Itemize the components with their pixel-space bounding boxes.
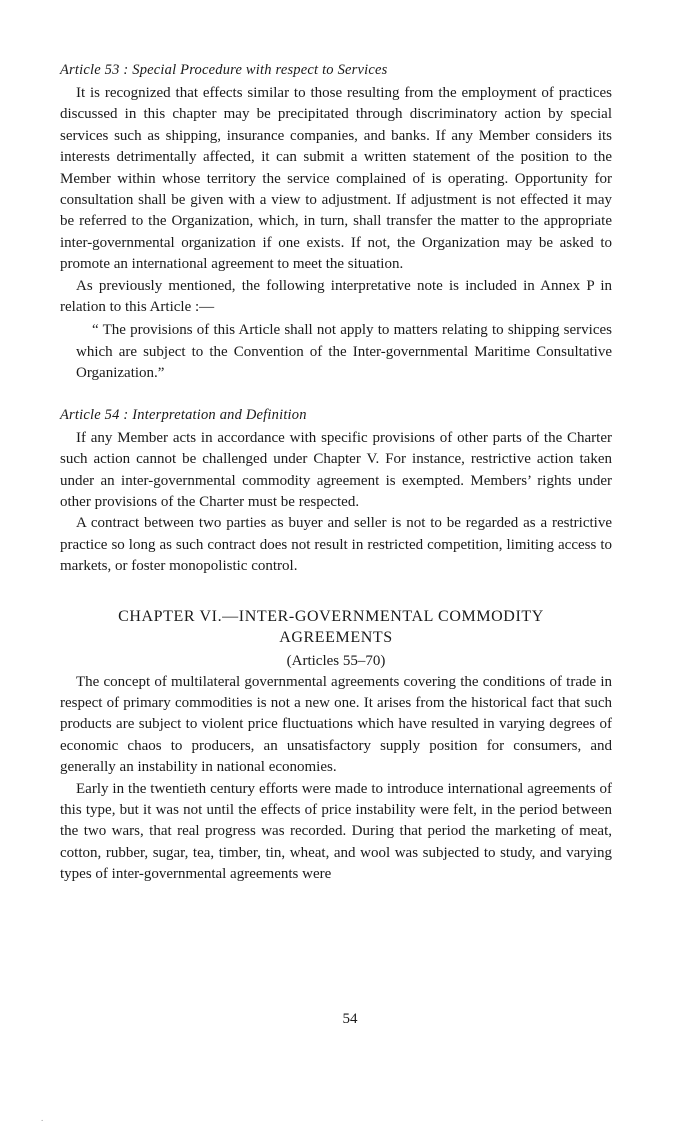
article-54-heading: Article 54 : Interpretation and Definition <box>60 406 307 423</box>
chapter-6-paragraph-1: The concept of multilateral governmental agreements covering the conditions of trade in respect of primary commodities is not a new one. It arises from the historical fact that such products are subject to violent price fluctuations which have resulted in varying degrees of economic chaos to producers, an unsatisfactory supply position for consumers, and generally an instability in national economies. <box>60 673 612 776</box>
chapter-title-line-2: AGREEMENTS <box>279 629 393 647</box>
interpretative-note-quote: “ The provisions of this Article shall not apply to matters relating to shipping services which are subject to the Convention of the Inter-governmental Maritime Consultative Organization.” <box>76 322 612 382</box>
chapter-6-paragraph-2: Early in the twentieth century efforts were made to introduce international agreements of this type, but it was not until the effects of price instability were felt, in the period between the two wars, that real progress was recorded. During that period the marketing of meat, cotton, rubber, sugar, tea, timber, tin, wheat, and wool was subjected to study, and varying types of inter-governmental agreements were <box>60 780 612 883</box>
scan-mark: . <box>41 1113 44 1123</box>
chapter-title <box>60 606 612 649</box>
article-54-paragraph-2: A contract between two parties as buyer and seller is not to be regarded as a restrictive practice so long as such contract does not result in restricted competition, limiting access to markets, or foster monopolistic control. <box>60 515 612 575</box>
chapter-subtitle: (Articles 55–70) <box>286 652 386 669</box>
chapter-title-line-1: CHAPTER VI.—INTER-GOVERNMENTAL COMMODITY <box>118 607 544 625</box>
article-54-paragraph-1: If any Member acts in accordance with specific provisions of other parts of the Charter such action cannot be challenged under Chapter V. For instance, restrictive action taken under an inter-governmental commodity agreement is exempted. Members’ rights under other provisions of the Charter must be respected. <box>60 429 612 510</box>
article-53-paragraph-1: It is recognized that effects similar to those resulting from the employment of practices discussed in this chapter may be precipitated through discriminatory action by special services such as shipping, insurance companies, and banks. If any Member considers its interests detrimentally affected, it can submit a written statement of the position to the Member within whose territory the service complained of is operating. Opportunity for consultation shall be given with a view to adjustment. If adjustment is not effected it may be referred to the Organization, which, in turn, shall transfer the matter to the appropriate inter-governmental organization if one exists. If not, the Organization may be asked to promote an international agreement to meet the situation. <box>60 85 612 273</box>
page-number: 54 <box>342 1011 358 1027</box>
page-body <box>60 60 612 886</box>
article-53-heading: Article 53 : Special Procedure with respect to Services <box>60 62 388 78</box>
article-53-paragraph-2: As previously mentioned, the following interpretative note is included in Annex P in relation to this Article :— <box>60 277 612 316</box>
